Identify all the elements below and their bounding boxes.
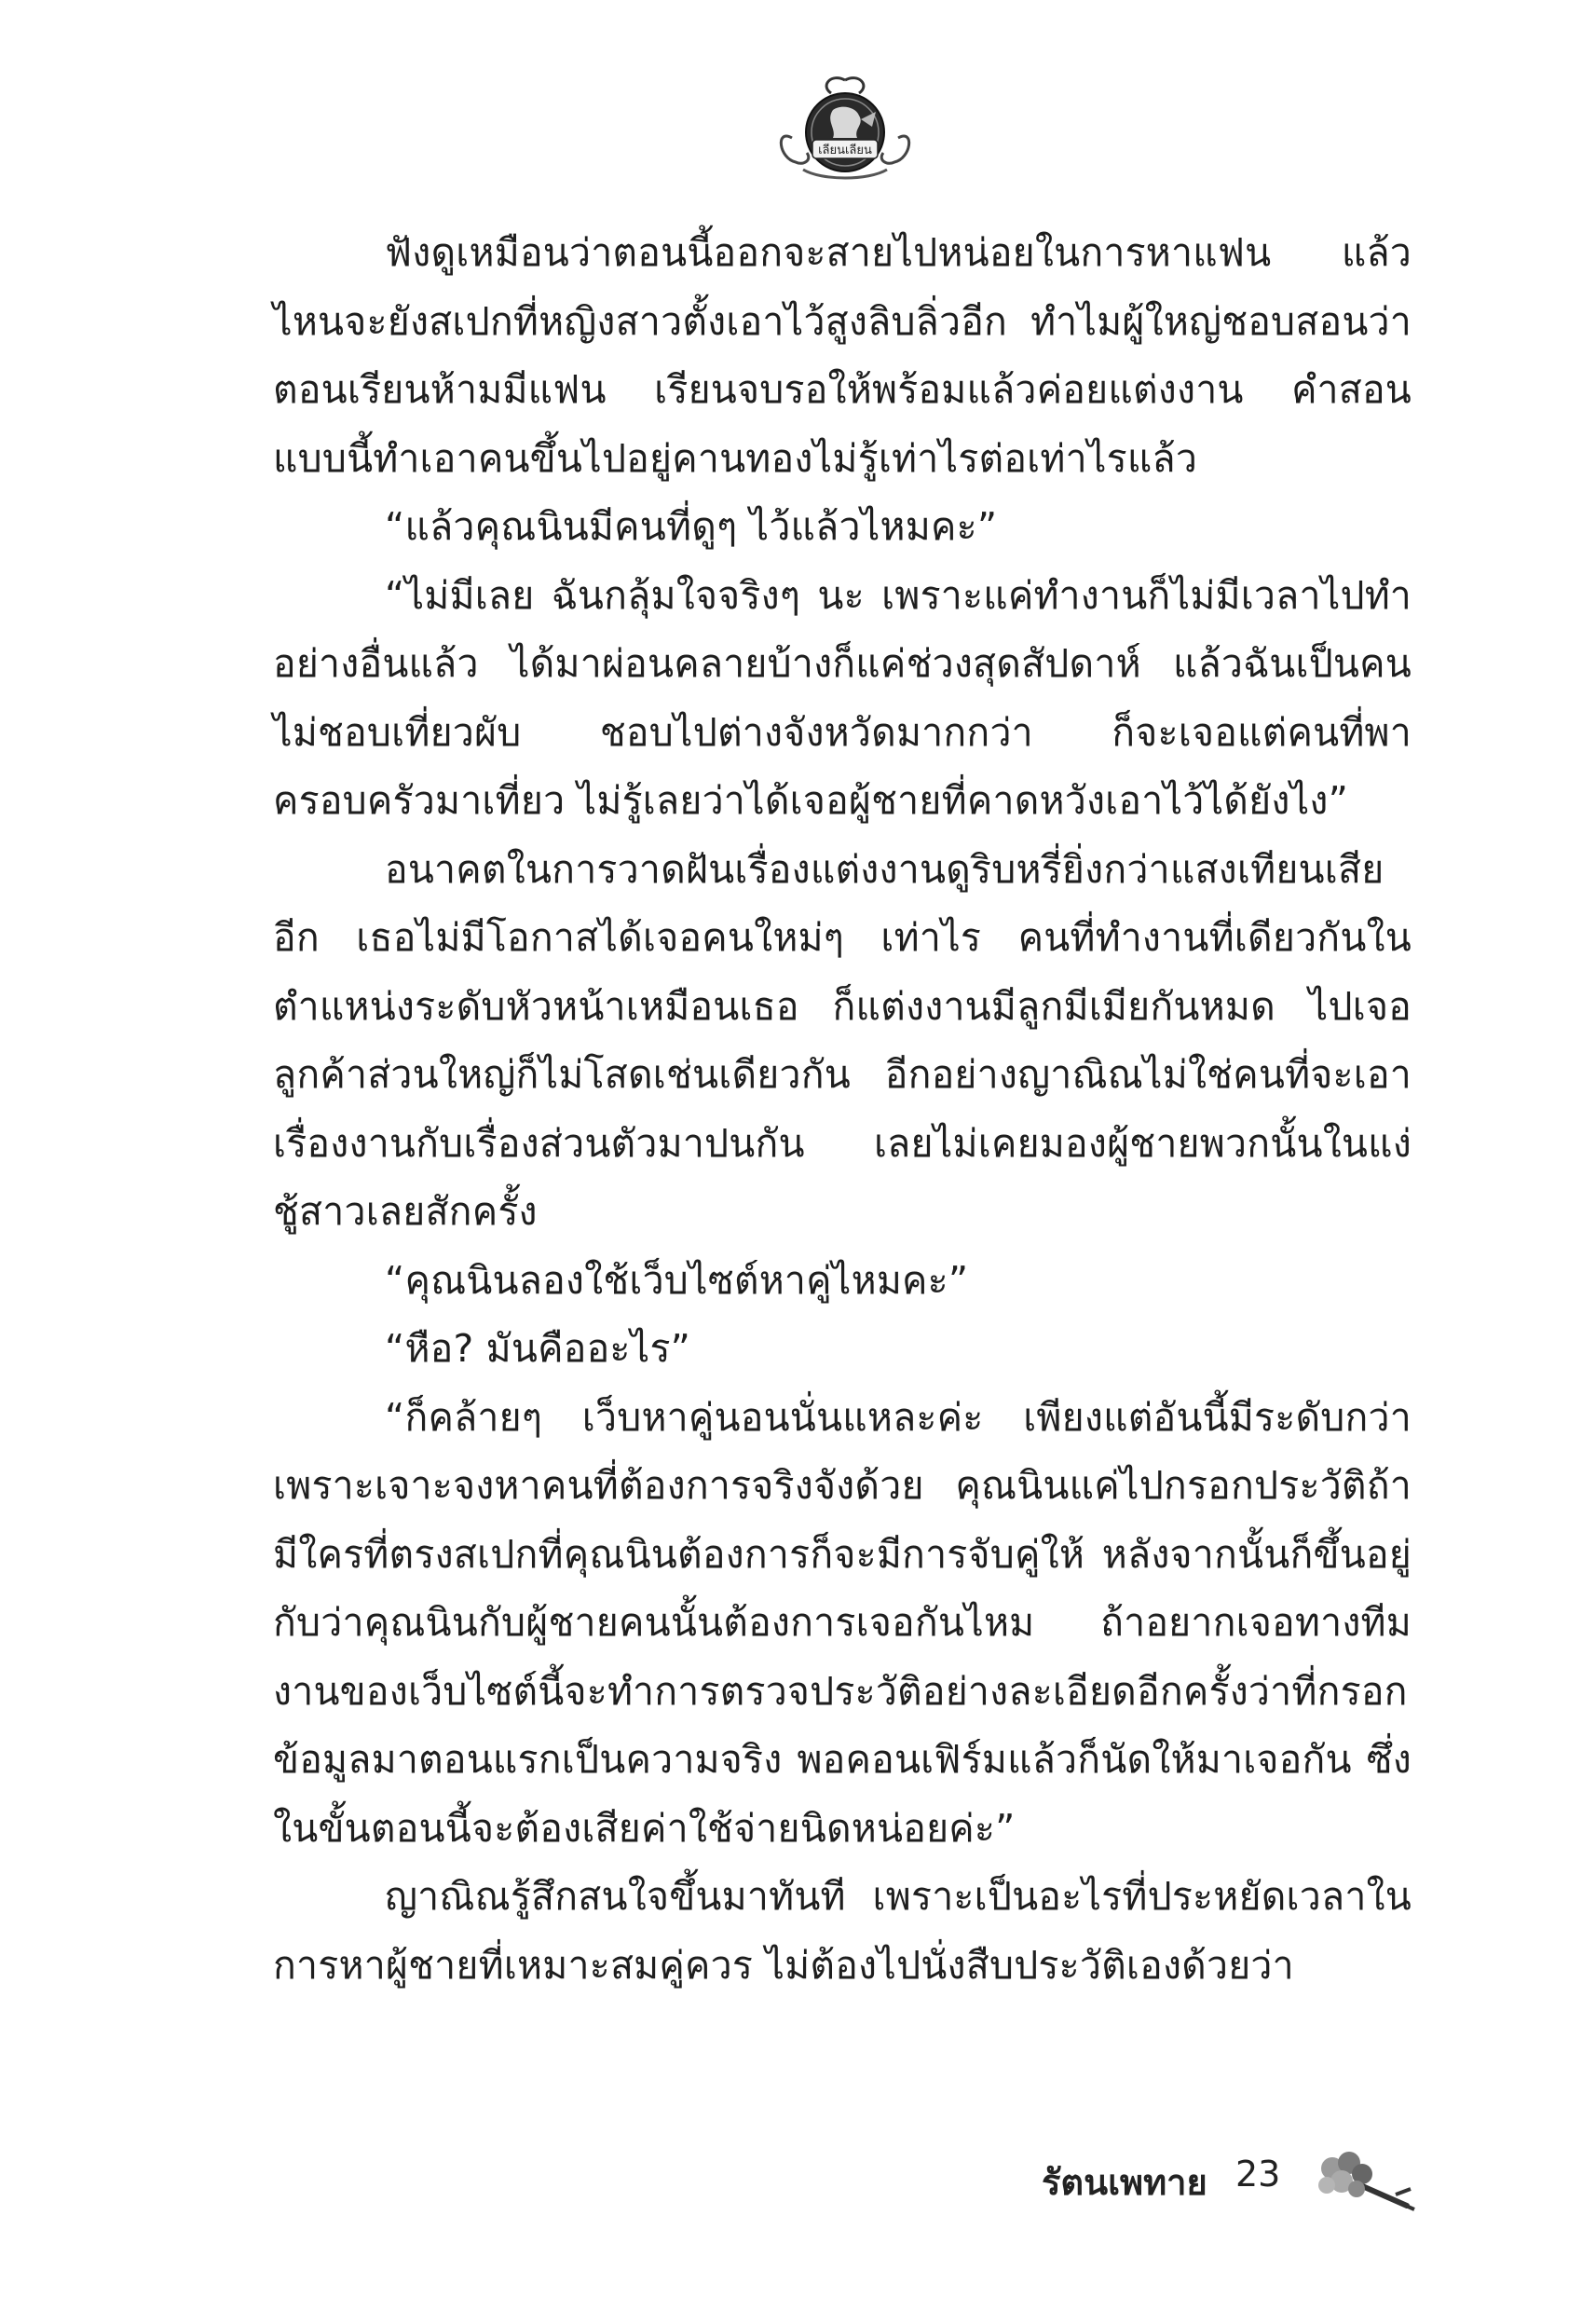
- paragraph: “ก็คล้ายๆ เว็บหาคู่นอนนั่นแหละค่ะ เพียงแต่อันนี้มีระดับกว่าเพราะเจาะจงหาคนที่ต้องการจริงจังด้วย คุณนินแค่ไปกรอกประวัติถ้ามีใครที่ตรงสเปกที่คุณนินต้องการก็จะมีการจับคู่ให้ หลังจากนั้นก็ขึ้นอยู่กับว่าคุณนินกับผู้ชายคนนั้นต้องการเจอกันไหม ถ้าอยากเจอทางทีมงานของเว็บไซต์นี้จะทำการตรวจประวัติอย่างละเอียดอีกครั้งว่าที่กรอกข้อมูลมาตอนแรกเป็นความจริง พอคอนเฟิร์มแล้วก็นัดให้มาเจอกัน ซึ่งในขั้นตอนนี้จะต้องเสียค่าใช้จ่ายนิดหน่อยค่ะ”: [273, 1394, 1412, 1851]
- ornamental-emblem-icon: [775, 73, 915, 185]
- paragraph: อนาคตในการวาดฝันเรื่องแต่งงานดูริบหรี่ยิ่งกว่าแสงเทียนเสียอีก เธอไม่มีโอกาสได้เจอคนใหม่ๆ เท่าไร คนที่ทำงานที่เดียวกันในตำแหน่งระดับหัวหน้าเหมือนเธอ ก็แต่งงานมีลูกมีเมียกันหมด ไปเจอลูกค้าส่วนใหญ่ก็ไม่โสดเช่นเดียวกัน อีกอย่างญาณิณไม่ใช่คนที่จะเอาเรื่องงานกับเรื่องส่วนตัวมาปนกัน เลยไม่เคยมองผู้ชายพวกนั้นในแง่ชู้สาวเลยสักครั้ง: [273, 846, 1412, 1234]
- flower-bouquet-icon: [1314, 2148, 1416, 2213]
- paragraph: “แล้วคุณนินมีคนที่ดูๆ ไว้แล้วไหมคะ”: [385, 504, 998, 549]
- paragraph: “คุณนินลองใช้เว็บไซต์หาคู่ไหมคะ”: [385, 1257, 969, 1303]
- book-title: รัตนเพทาย: [1042, 2162, 1207, 2203]
- body-text: [273, 219, 1412, 2000]
- page-number: 23: [1235, 2154, 1281, 2195]
- logo-text: เลียนเลียน: [818, 144, 872, 157]
- paragraph: “ไม่มีเลย ฉันกลุ้มใจจริงๆ นะ เพราะแค่ทำงานก็ไม่มีเวลาไปทำอย่างอื่นแล้ว ได้มาผ่อนคลายบ้างก็แค่ช่วงสุดสัปดาห์ แล้วฉันเป็นคนไม่ชอบเที่ยวผับ ชอบไปต่างจังหวัดมากกว่า ก็จะเจอแต่คนที่พาครอบครัวมาเที่ยว ไม่รู้เลยว่าได้เจอผู้ชายที่คาดหวังเอาไว้ได้ยังไง”: [273, 572, 1412, 823]
- paragraph: “หือ? มันคืออะไร”: [385, 1326, 691, 1371]
- paragraph: ฟังดูเหมือนว่าตอนนี้ออกจะสายไปหน่อยในการหาแฟน แล้วไหนจะยังสเปกที่หญิงสาวตั้งเอาไว้สูงลิบลิ่วอีก ทำไมผู้ใหญ่ชอบสอนว่าตอนเรียนห้ามมีแฟน เรียนจบรอให้พร้อมแล้วค่อยแต่งงาน คำสอนแบบนี้ทำเอาคนขึ้นไปอยู่คานทองไม่รู้เท่าไรต่อเท่าไรแล้ว: [273, 230, 1412, 481]
- page-footer: [1016, 2148, 1425, 2222]
- paragraph: ญาณิณรู้สึกสนใจขึ้นมาทันที เพราะเป็นอะไรที่ประหยัดเวลาในการหาผู้ชายที่เหมาะสมคู่ควร ไม่ต้องไปนั่งสืบประวัติเองด้วยว่า: [273, 1874, 1412, 1988]
